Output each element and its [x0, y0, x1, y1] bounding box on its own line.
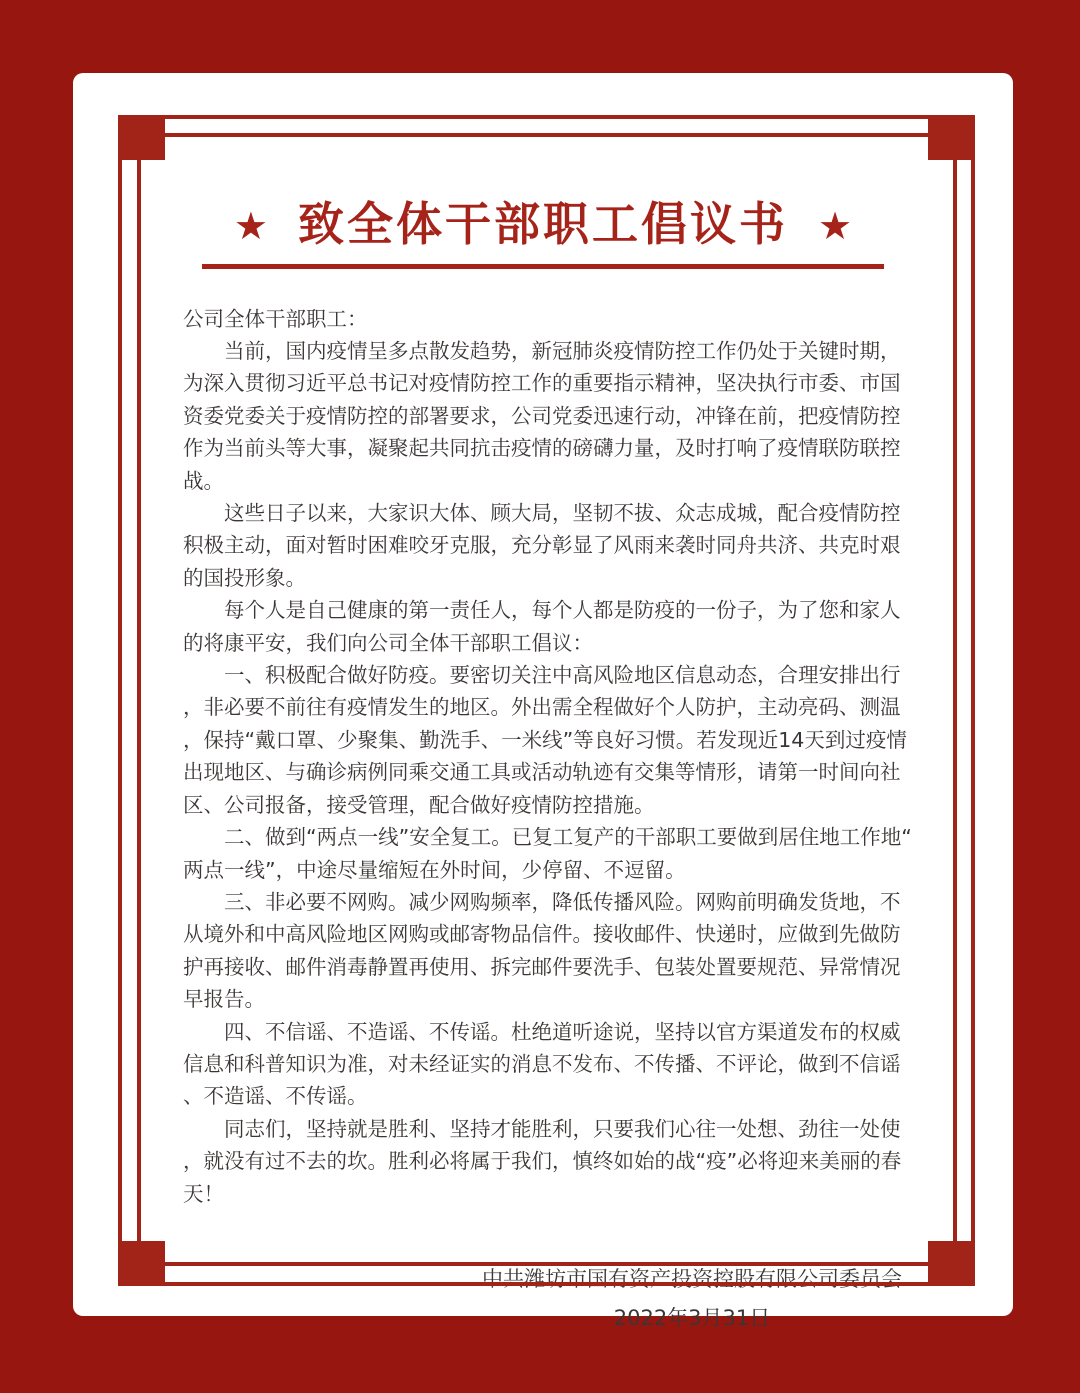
- paragraph-intro: 当前，国内疫情呈多点散发趋势，新冠肺炎疫情防控工作仍处于关键时期，为深入贯彻习近平总书记对疫情防控工作的重要指示精神，坚决执行市委、市国资委党委关于疫情防控的部署要求，公司党委迅速行动，冲锋在前，把疫情防控作为当前头等大事，凝聚起共同抗击疫情的磅礴力量，及时打响了疫情联防联控战。: [183, 339, 901, 493]
- document-page: [73, 73, 1013, 1330]
- star-icon-left: ★: [233, 204, 268, 249]
- document-body: [183, 303, 913, 1210]
- document-header: [73, 199, 1013, 250]
- page-title: 致全体干部职工倡议书: [298, 197, 788, 251]
- paragraph-item-4: 四、不信谣、不造谣、不传谣。杜绝道听途说，坚持以官方渠道发布的权威信息和科普知识为准，对未经证实的消息不发布、不传播、不评论，做到不信谣、不造谣、不传谣。: [183, 1019, 901, 1109]
- corner-square-bottom-left: [118, 1241, 165, 1286]
- paragraph-item-3: 三、非必要不网购。减少网购频率，降低传播风险。网购前明确发货地，不从境外和中高风险地区网购或邮寄物品信件。接收邮件、快递时，应做到先做防护再接收、邮件消毒静置再使用、拆完邮件要洗手、包装处置要规范、异常情况早报告。: [183, 889, 901, 1012]
- paragraph-closing: 同志们，坚持就是胜利、坚持才能胜利，只要我们心往一处想、劲往一处使，就没有过不去的坎。胜利必将属于我们，慎终如始的战“疫”必将迎来美丽的春天！: [183, 1116, 902, 1206]
- corner-square-bottom-right: [928, 1241, 975, 1286]
- salutation: 公司全体干部职工：: [183, 306, 368, 331]
- paragraph-lead-in: 每个人是自己健康的第一责任人，每个人都是防疫的一份子，为了您和家人的将康平安，我们向公司全体干部职工倡议：: [183, 598, 901, 655]
- paragraph-recognition: 这些日子以来，大家识大体、顾大局，坚韧不拔、众志成城，配合疫情防控积极主动，面对暂时困难咬牙克服，充分彰显了风雨来袭时同舟共济、共克时艰的国投形象。: [183, 501, 901, 590]
- star-icon-right: ★: [818, 204, 853, 249]
- signature-date: 2022年3月31日: [613, 1305, 771, 1330]
- title-underline: [202, 264, 884, 269]
- paragraph-item-2: 二、做到“两点一线”安全复工。已复工复产的干部职工要做到居住地工作地“两点一线”，中途尽量缩短在外时间，少停留、不逗留。: [183, 825, 912, 882]
- signature-block: [73, 1260, 902, 1338]
- corner-square-top-left: [118, 115, 165, 160]
- paragraph-item-1: 一、积极配合做好防疫。要密切关注中高风险地区信息动态，合理安排出行，非必要不前往有疫情发生的地区。外出需全程做好个人防护，主动亮码、测温，保持“戴口罩、少聚集、勤洗手、一米线”等良好习惯。若发现近14天到过疫情出现地区、与确诊病例同乘交通工具或活动轨迹有交集等情形，请第一时间向社区、公司报备，接受管理，配合做好疫情防控措施。: [183, 663, 907, 817]
- corner-square-top-right: [928, 115, 975, 160]
- signature-organization: 中共潍坊市国有资产投资控股有限公司委员会: [482, 1266, 902, 1291]
